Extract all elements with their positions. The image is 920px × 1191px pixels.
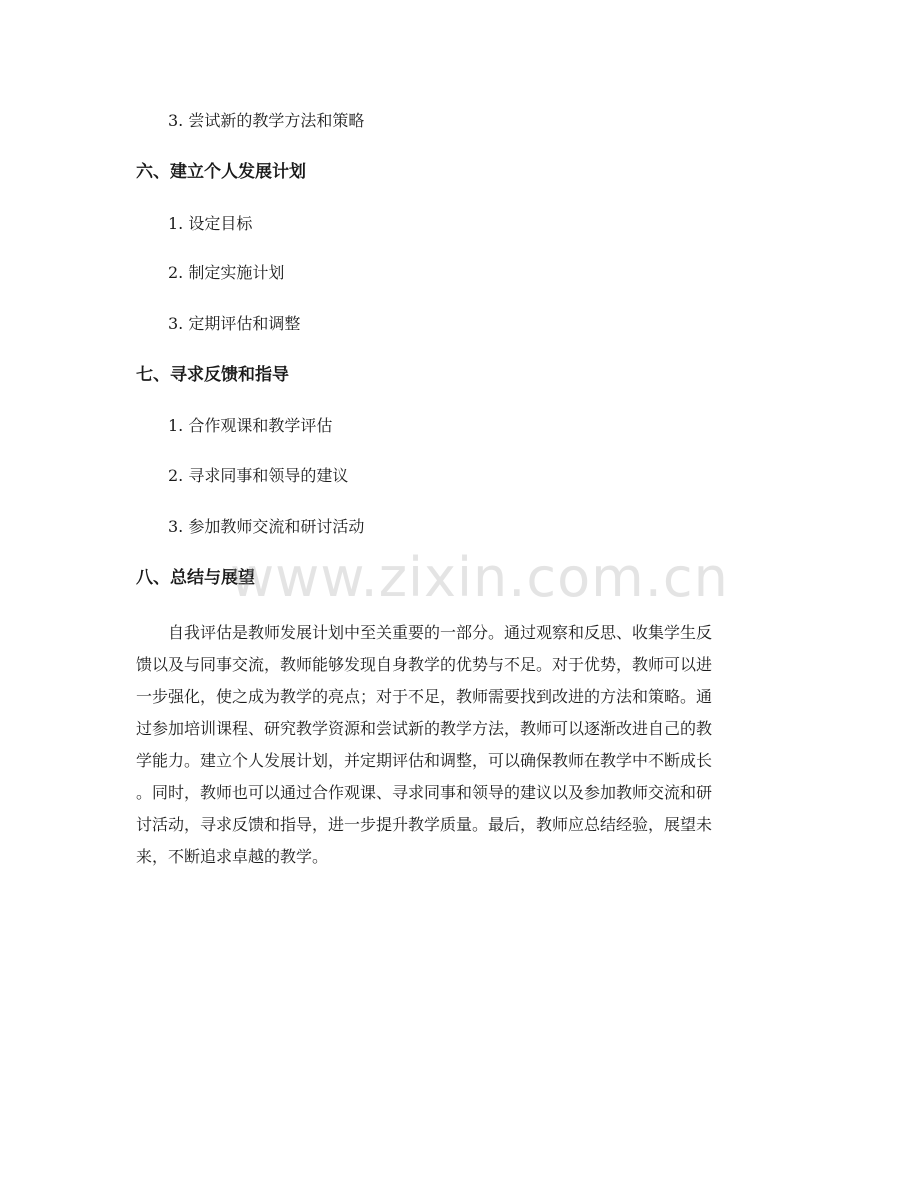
- list-item-s6-1: 1. 设定目标: [168, 214, 253, 233]
- paragraph-line: 。同时，教师也可以通过合作观课、寻求同事和领导的建议以及参加教师交流和研: [136, 783, 713, 802]
- list-item-s7-3: 3. 参加教师交流和研讨活动: [168, 517, 365, 536]
- summary-paragraph: [136, 617, 786, 873]
- list-item-s6-2: 2. 制定实施计划: [168, 263, 285, 282]
- paragraph-line: 馈以及与同事交流，教师能够发现自身教学的优势与不足。对于优势，教师可以进: [136, 655, 713, 674]
- list-item-s5-3: 3. 尝试新的教学方法和策略: [168, 111, 365, 130]
- section-heading-8: 八、总结与展望: [136, 568, 255, 588]
- paragraph-line: 过参加培训课程、研究教学资源和尝试新的教学方法，教师可以逐渐改进自己的教: [136, 719, 713, 738]
- section-heading-6: 六、建立个人发展计划: [136, 162, 306, 182]
- list-item-s7-1: 1. 合作观课和教学评估: [168, 416, 333, 435]
- section-heading-7: 七、寻求反馈和指导: [136, 365, 289, 385]
- list-item-s6-3: 3. 定期评估和调整: [168, 314, 301, 333]
- paragraph-line: 一步强化，使之成为教学的亮点；对于不足，教师需要找到改进的方法和策略。通: [136, 687, 713, 706]
- paragraph-line: 学能力。建立个人发展计划，并定期评估和调整，可以确保教师在教学中不断成长: [136, 751, 713, 770]
- paragraph-line: 自我评估是教师发展计划中至关重要的一部分。通过观察和反思、收集学生反: [168, 623, 713, 642]
- watermark: www.zixin.com.cn: [230, 546, 729, 609]
- paragraph-line: 讨活动，寻求反馈和指导，进一步提升教学质量。最后，教师应总结经验，展望未: [136, 815, 713, 834]
- paragraph-line: 来，不断追求卓越的教学。: [136, 847, 329, 866]
- list-item-s7-2: 2. 寻求同事和领导的建议: [168, 466, 349, 485]
